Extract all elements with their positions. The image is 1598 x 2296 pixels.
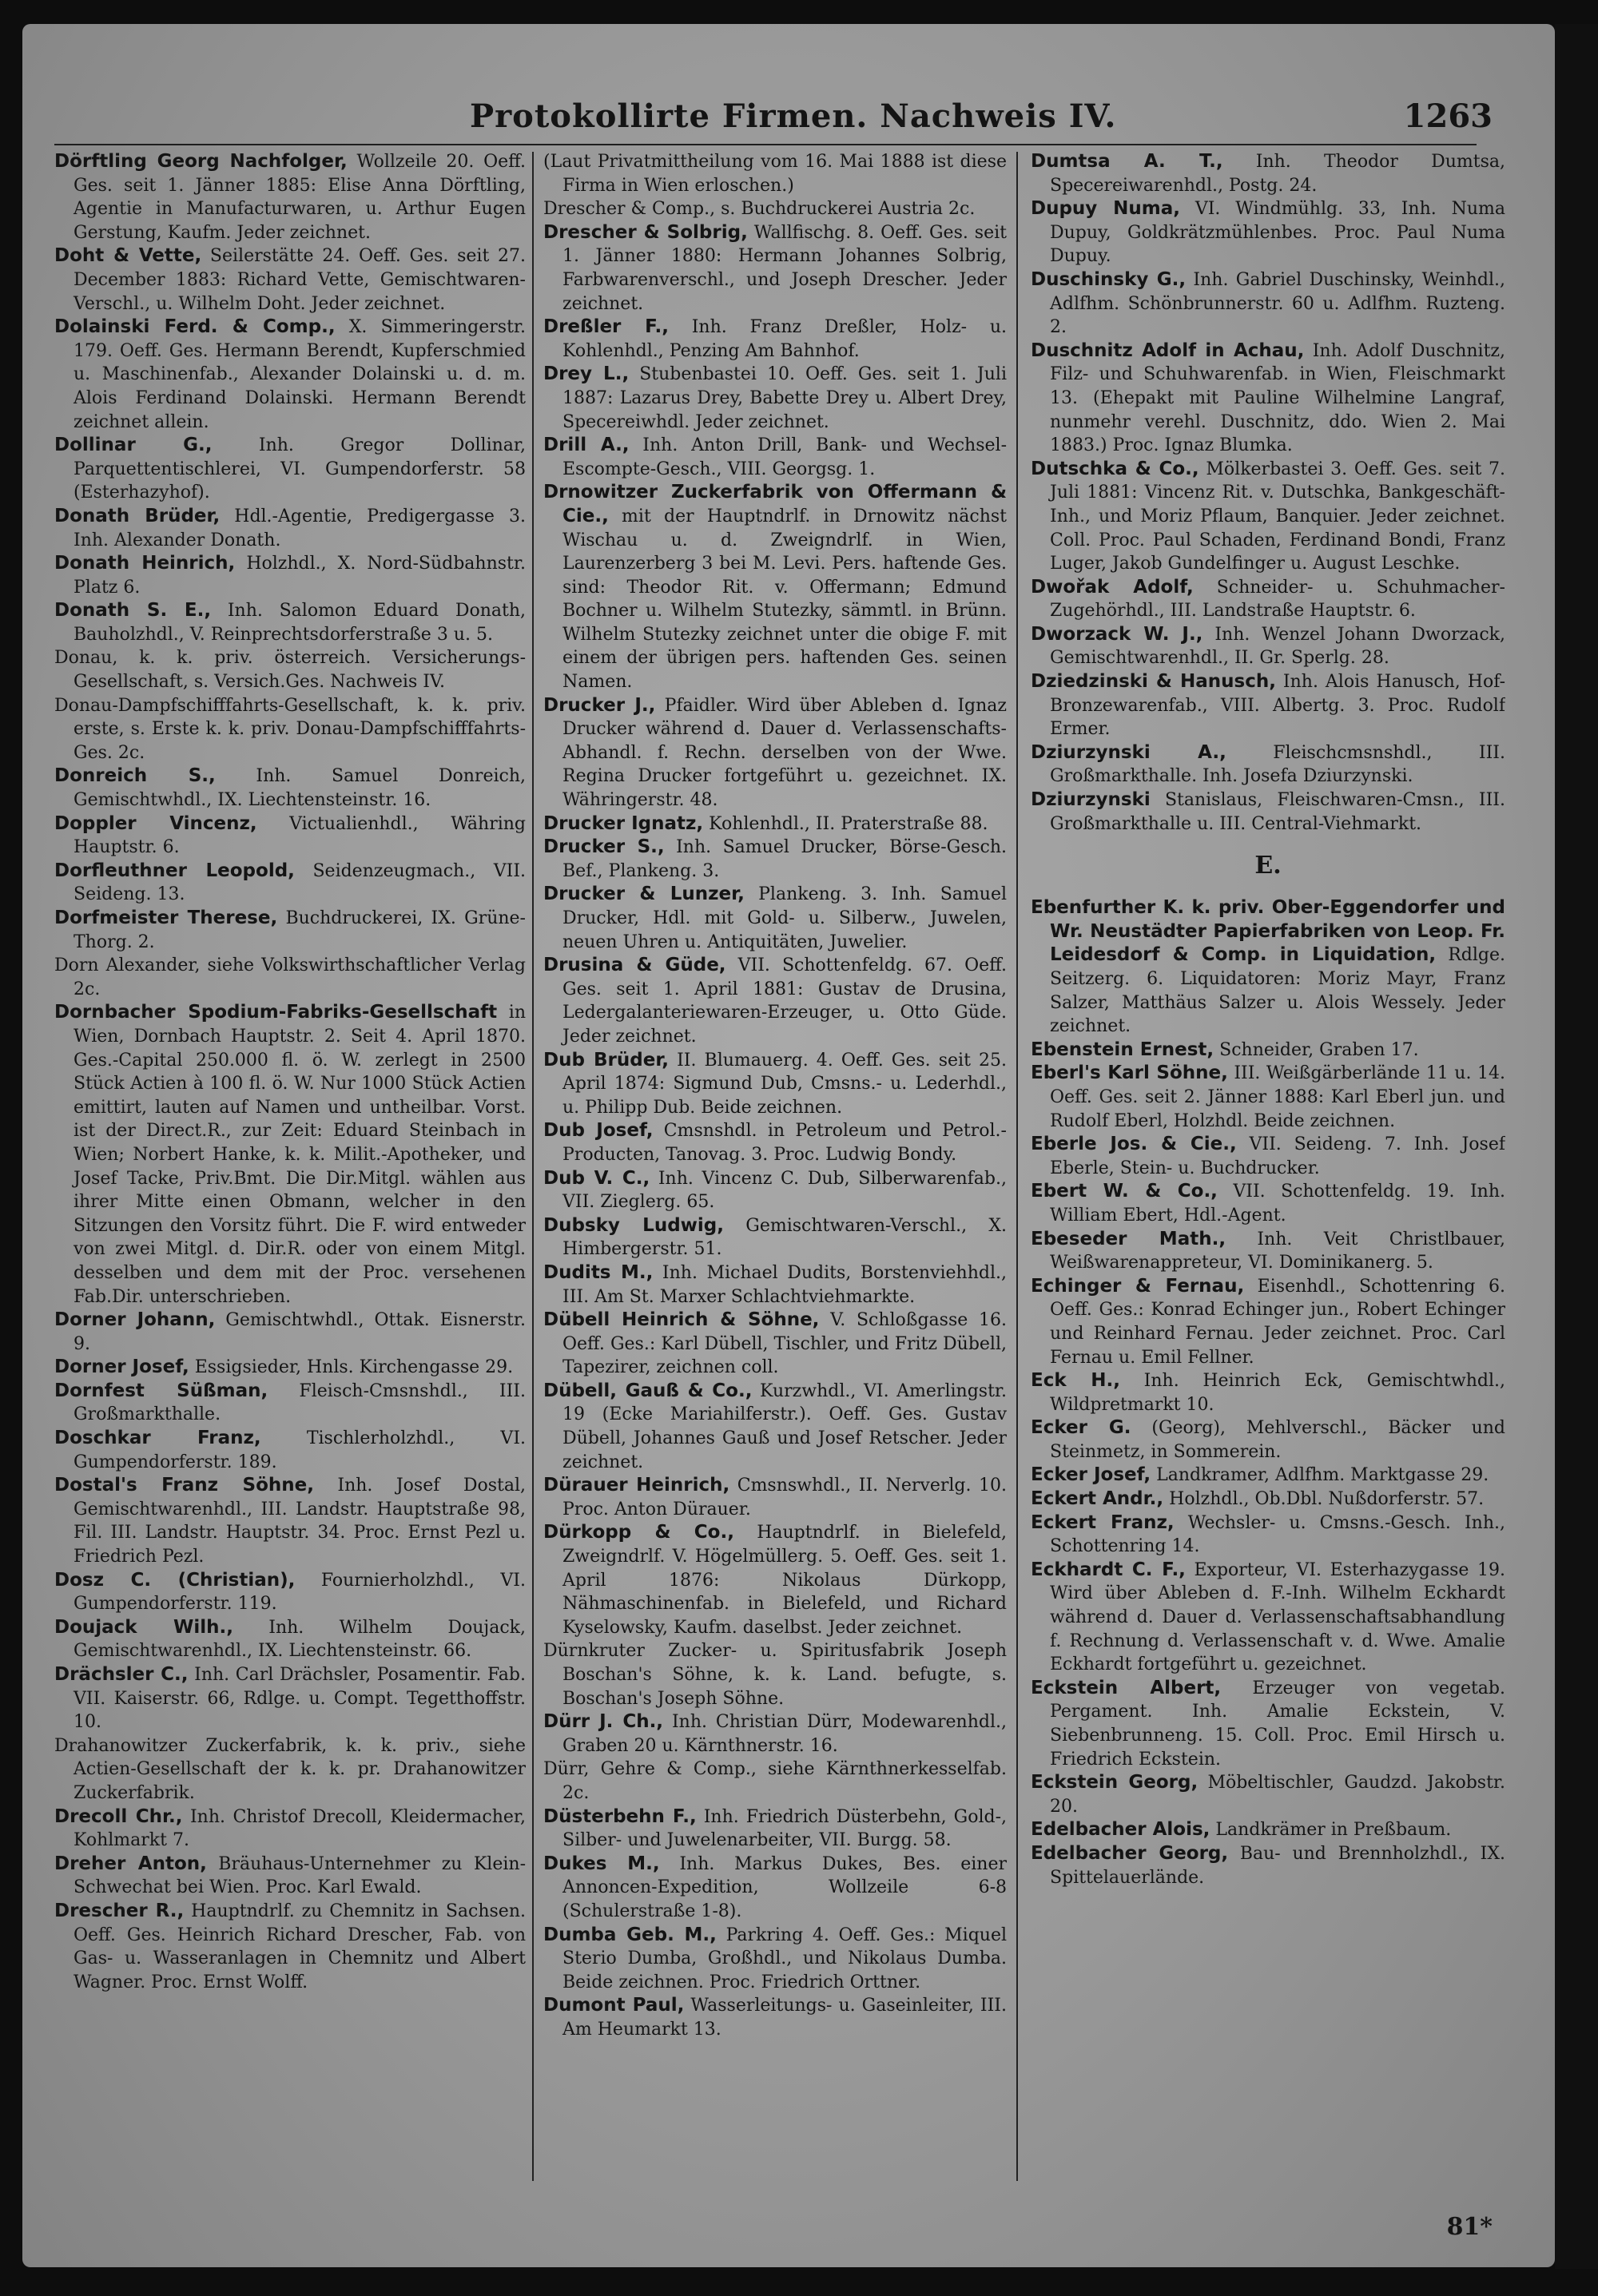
- directory-entry: [543, 1167, 1007, 1214]
- entry-details: Pfaidler. Wird über Ableben d. Ignaz Drucker während d. Dauer d. Verlassenschafts-Abhandl. f. Rechn. derselben von der Wwe. Regina Drucker fortgeführt u. gezeichnet. IX. Währingerstr. 48.: [562, 695, 1007, 811]
- entry-details: Fleischcmsnshdl., III. Großmarkthalle. Inh. Josefa Dziurzynski.: [1050, 742, 1505, 787]
- firm-name: Drucker J.,: [543, 694, 656, 716]
- directory-entry: [54, 1569, 526, 1616]
- directory-entry: [1031, 623, 1505, 670]
- firm-name: Dworzack W. J.,: [1031, 623, 1203, 645]
- firm-name: Dupuy Numa,: [1031, 198, 1180, 220]
- entry-details: Inh. Wenzel Johann Dworzack, Gemischtwarenhdl., II. Gr. Sperlg. 28.: [1050, 624, 1505, 669]
- directory-entry: [543, 1758, 1007, 1805]
- firm-name: Doujack Wilh.,: [54, 1616, 233, 1638]
- directory-entry: [543, 150, 1007, 197]
- directory-entry: [54, 812, 526, 860]
- entry-details: Inh. Samuel Drucker, Börse-Gesch. Bef., Plankeng. 3.: [562, 837, 1007, 881]
- firm-name: Eckert Andr.,: [1031, 1488, 1164, 1510]
- entry-details: Inh. Alois Hanusch, Hof-Bronzewarenfab., VIII. Albertg. 3. Proc. Rudolf Ermer.: [1050, 672, 1505, 740]
- entry-details: VII. Schottenfeldg. 67. Oeff. Ges. seit 1. April 1881: Gustav de Drusina, Ledergalanteriewaren-Erzeuger, u. Otto Güde. Jeder zeichnet.: [562, 955, 1007, 1047]
- directory-entry: [54, 1616, 526, 1663]
- entry-details: Inh. Anton Drill, Bank- und Wechsel-Escompte-Gesch., VIII. Georgsg. 1.: [562, 435, 1007, 479]
- firm-name: Dub V. C.,: [543, 1167, 650, 1189]
- entry-details: Inh. Heinrich Eck, Gemischtwhdl., Wildpretmarkt 10.: [1050, 1371, 1505, 1415]
- entry-details: Inh. Adolf Duschnitz, Filz- und Schuhwarenfab. in Wien, Fleischmarkt 13. (Ehepakt mit Pauline Wilhelmine Langraf, nunmehr verehl. Duschnitz, ddo. Wien 2. Mai 1883.) Proc. Ignaz Blumka.: [1050, 340, 1505, 456]
- directory-entry: [54, 1427, 526, 1474]
- entry-details: Inh. Friedrich Düsterbehn, Gold-, Silber- und Juwelenarbeiter, VII. Burgg. 58.: [562, 1806, 1007, 1851]
- directory-entry: [543, 1994, 1007, 2041]
- directory-entry: [1031, 1771, 1505, 1818]
- firm-name: Donreich S.,: [54, 765, 216, 787]
- directory-entry: [54, 1900, 526, 1994]
- firm-name: Eberl's Karl Söhne,: [1031, 1063, 1228, 1084]
- directory-entry: [1031, 458, 1505, 576]
- directory-entry: [543, 1309, 1007, 1380]
- entry-details: Inh. Gregor Dollinar, Parquettentischlerei, VI. Gumpendorferstr. 58 (Esterhazyhof).: [74, 435, 526, 503]
- firm-name: Drescher & Solbrig,: [543, 221, 748, 243]
- column-divider: [1016, 152, 1018, 2181]
- firm-name: Dubsky Ludwig,: [543, 1214, 725, 1236]
- directory-entry: [543, 1853, 1007, 1924]
- entry-details: Dürr, Gehre & Comp., siehe Kärnthnerkesselfab. 2c.: [543, 1759, 1007, 1803]
- directory-entry: [1031, 150, 1505, 197]
- directory-entry: [543, 481, 1007, 693]
- entry-details: V. Schloßgasse 16. Oeff. Ges.: Karl Dübell, Tischler, und Fritz Dübell, Tapezirer, zeichnen coll.: [562, 1310, 1007, 1378]
- entry-details: Wasserleitungs- u. Gaseinleiter, III. Am Heumarkt 13.: [562, 1996, 1007, 2040]
- page-header: [22, 80, 1555, 136]
- directory-entry: [54, 907, 526, 954]
- entry-details: Inh. Carl Drächsler, Posamentir. Fab. VII. Kaiserstr. 66, Rdlge. u. Compt. Tegetthoffstr. 10.: [74, 1665, 526, 1733]
- directory-entry: [543, 1261, 1007, 1309]
- entry-details: Stanislaus, Fleischwaren-Cmsn., III. Großmarkthalle u. III. Central-Viehmarkt.: [1050, 790, 1505, 834]
- firm-name: Dübell, Gauß & Co.,: [543, 1380, 753, 1401]
- entry-details: in Wien, Dornbach Hauptstr. 2. Seit 4. April 1870. Ges.-Capital 250.000 fl. ö. W. zerlegt in 2500 Stück Actien à 100 fl. ö. W. Nur 1000 Stück Actien emittirt, lauten auf Namen und untheilbar. Vorst. ist der Direct.R., zur Zeit: Eduard Steinbach in Wien; Norbert Hanke, k. k. Milit.-Apotheker, und Josef Tacke, Priv.Bmt. Die Dir.Mitgl. wählen aus ihrer Mitte einen Obmann, welcher in den Sitzungen den Vorsitz führt. Die F. wird entweder von zwei Mitgl. d. Dir.R. oder von einem Mitgl. desselben und dem mit der Proc. versehenen Fab.Dir. unterschrieben.: [74, 1003, 526, 1307]
- directory-entry: [1031, 1275, 1505, 1369]
- directory-entry: [543, 197, 1007, 221]
- column-2: [543, 150, 1007, 2211]
- entry-details: Essigsieder, Hnls. Kirchengasse 29.: [189, 1357, 514, 1378]
- directory-entry: [54, 1001, 526, 1309]
- entry-details: Gemischtwhdl., Ottak. Eisnerstr. 9.: [74, 1310, 526, 1354]
- directory-entry: [543, 1119, 1007, 1166]
- firm-name: Drucker S.,: [543, 836, 665, 858]
- entry-details: Inh. Christian Dürr, Modewarenhdl., Graben 20 u. Kärnthnerstr. 16.: [562, 1712, 1007, 1756]
- firm-name: Dübell Heinrich & Söhne,: [543, 1309, 820, 1331]
- directory-entry: [1031, 1228, 1505, 1275]
- directory-entry: [54, 552, 526, 599]
- entry-details: Seidenzeugmach., VII. Seideng. 13.: [74, 860, 526, 905]
- firm-name: Eberle Jos. & Cie.,: [1031, 1134, 1237, 1155]
- directory-entry: [543, 1380, 1007, 1474]
- directory-entry: [543, 1474, 1007, 1521]
- directory-entry: [1031, 896, 1505, 1039]
- directory-entry: [543, 1521, 1007, 1639]
- directory-entry: [543, 1049, 1007, 1120]
- directory-entry: [1031, 1559, 1505, 1677]
- entry-details: Inh. Josef Dostal, Gemischtwarenhdl., III. Landstr. Hauptstraße 98, Fil. III. Landstr. Hauptstr. 34. Proc. Ernst Pezl u. Friedrich Pezl.: [74, 1476, 526, 1567]
- directory-entry: [543, 883, 1007, 954]
- firm-name: Eckstein Albert,: [1031, 1677, 1222, 1698]
- firm-name: Doht & Vette,: [54, 245, 202, 267]
- entry-details: Inh. Salomon Eduard Donath, Bauholzhdl., V. Reinprechtsdorferstraße 3 u. 5.: [74, 601, 526, 645]
- firm-name: Donath Heinrich,: [54, 553, 236, 574]
- entry-details: Wollzeile 20. Oeff. Ges. seit 1. Jänner 1885: Elise Anna Dörftling, Agentie in Manufacturwaren, u. Arthur Eugen Gerstung, Kaufm. Jeder zeichnet.: [74, 152, 526, 243]
- firm-name: Drucker & Lunzer,: [543, 884, 745, 905]
- firm-name: Ecker Josef,: [1031, 1464, 1151, 1486]
- entry-details: Inh. Samuel Donreich, Gemischtwhdl., IX. Liechtensteinstr. 16.: [74, 766, 526, 811]
- entry-details: Schneider- u. Schuhmacher-Zugehörhdl., III. Landstraße Hauptstr. 6.: [1050, 577, 1505, 622]
- directory-entry: [54, 434, 526, 505]
- entry-details: III. Weißgärberlände 11 u. 14. Oeff. Ges. seit 2. Jänner 1888: Karl Eberl jun. und Rudolf Eberl, Holzhdl. Beide zeichnen.: [1050, 1063, 1505, 1131]
- entry-details: Rdlge. Seitzerg. 6. Liquidatoren: Moriz Mayr, Franz Salzer, Matthäus Salzer u. Alois Wessely. Jeder zeichnet.: [1050, 945, 1505, 1037]
- directory-entry: [54, 1805, 526, 1853]
- firm-name: Dörftling Georg Nachfolger,: [54, 151, 348, 172]
- directory-entry: [54, 1380, 526, 1427]
- firm-name: Dwořak Adolf,: [1031, 576, 1194, 598]
- entry-details: mit der Hauptndrlf. in Drnowitz nächst Wischau u. d. Zweigndrlf. in Wien, Laurenzerberg 3 bei M. Levi. Pers. haftende Ges. sind: Theodor Rit. v. Offermann; Edmund Bochner u. Wilhelm Stutezky, sämmtl. in Brünn. Wilhelm Stutezky zeichnet unter die obige F. mit einem der übrigen pers. haftenden Ges. seinen Namen.: [562, 506, 1007, 693]
- entry-details: Inh. Vincenz C. Dub, Silberwarenfab., VII. Zieglerg. 65.: [562, 1168, 1007, 1213]
- directory-entry: [1031, 268, 1505, 340]
- entry-details: Kurzwhdl., VI. Amerlingstr. 19 (Ecke Mariahilferstr.). Oeff. Ges. Gustav Dübell, Johannes Gauß und Josef Retscher. Jeder zeichnet.: [562, 1380, 1007, 1472]
- directory-entry: [54, 150, 526, 244]
- firm-name: Dosz C. (Christian),: [54, 1569, 296, 1591]
- entry-details: Inh. Theodor Dumtsa, Specereiwarenhdl., Postg. 24.: [1050, 152, 1505, 196]
- directory-entry: [1031, 1488, 1505, 1511]
- directory-entry: [54, 1474, 526, 1568]
- directory-entry: [54, 694, 526, 765]
- entry-details: Inh. Christof Drecoll, Kleidermacher, Kohlmarkt 7.: [74, 1806, 526, 1851]
- firm-name: Eckert Franz,: [1031, 1511, 1175, 1533]
- firm-name: Ebenfurther K. k. priv. Ober-Eggendorfer und Wr. Neustädter Papierfabriken von Leop. Fr. Leidesdorf & Comp. in Liquidation,: [1031, 897, 1505, 966]
- firm-name: Dorfleuthner Leopold,: [54, 860, 295, 881]
- firm-name: Dziurzynski: [1031, 789, 1151, 811]
- entry-details: X. Simmeringerstr. 179. Oeff. Ges. Hermann Berendt, Kupferschmied u. Maschinenfab., Alexander Dolainski u. d. m. Alois Ferdinand Dolainski. Hermann Berendt zeichnet allein.: [74, 317, 526, 432]
- entry-details: Inh. Markus Dukes, Bes. einer Annoncen-Expedition, Wollzeile 6-8 (Schulerstraße 1-8).: [562, 1853, 1007, 1921]
- firm-name: Dürauer Heinrich,: [543, 1475, 730, 1496]
- directory-entry: [1031, 1133, 1505, 1180]
- firm-name: Dollinar G.,: [54, 435, 213, 456]
- entry-details: Inh. Franz Dreßler, Holz- u. Kohlenhdl., Penzing Am Bahnhof.: [562, 317, 1007, 361]
- entry-details: (Georg), Mehlverschl., Bäcker und Steinmetz, in Sommerein.: [1050, 1418, 1505, 1462]
- firm-name: Eckhardt C. F.,: [1031, 1559, 1186, 1580]
- firm-name: Drescher R.,: [54, 1900, 185, 1921]
- directory-entry: [1031, 789, 1505, 836]
- directory-entry: [1031, 1842, 1505, 1889]
- directory-entry: [54, 599, 526, 646]
- directory-entry: [543, 836, 1007, 883]
- header-rule: [54, 144, 1477, 145]
- firm-name: Ecker G.: [1031, 1417, 1131, 1439]
- entry-details: VII. Schottenfeldg. 19. Inh. William Ebert, Hdl.-Agent.: [1050, 1182, 1505, 1225]
- entry-details: Plankeng. 3. Inh. Samuel Drucker, Hdl. mit Gold- u. Silberw., Juwelen, neuen Uhren u. Antiquitäten, Juwelier.: [562, 884, 1007, 952]
- entry-details: Inh. Michael Dudits, Borstenviehhdl., III. Am St. Marxer Schlachtviehmarkte.: [562, 1262, 1007, 1307]
- entry-details: Exporteur, VI. Esterhazygasse 19. Wird über Ableben d. F.-Inh. Wilhelm Eckhardt während d. Dauer d. Verlassenschaftsabhandlung f. Rechnung d. Verlassenschaft v. d. Wwe. Amalie Eckhardt fortgeführt u. gezeichnet.: [1050, 1559, 1505, 1675]
- firm-name: Dreßler F.,: [543, 316, 669, 338]
- firm-name: Dub Brüder,: [543, 1049, 670, 1071]
- section-letter: E.: [1254, 852, 1282, 880]
- entry-details: Wechsler- u. Cmsns.-Gesch. Inh., Schottenring 14.: [1050, 1512, 1505, 1557]
- firm-name: Ebenstein Ernest,: [1031, 1039, 1214, 1060]
- entry-details: Gemischtwaren-Verschl., X. Himbergerstr. 51.: [562, 1215, 1007, 1260]
- entry-details: Drahanowitzer Zuckerfabrik, k. k. priv., siehe Actien-Gesellschaft der k. k. pr. Drahanowitzer Zuckerfabrik.: [54, 1735, 526, 1803]
- directory-entry: [543, 1639, 1007, 1710]
- directory-entry: [1031, 1464, 1505, 1488]
- firm-name: Dumtsa A. T.,: [1031, 151, 1223, 172]
- entry-details: Eisenhdl., Schottenring 6. Oeff. Ges.: Konrad Echinger jun., Robert Echinger und Reinhard Fernau. Jeder zeichnet. Proc. Carl Fernau u. Emil Fellner.: [1050, 1276, 1505, 1368]
- firm-name: Dolainski Ferd. & Comp.,: [54, 316, 336, 338]
- entry-details: Seilerstätte 24. Oeff. Ges. seit 27. December 1883: Richard Vette, Gemischtwaren-Verschl., u. Wilhelm Doht. Jeder zeichnet.: [74, 246, 526, 314]
- directory-entry: [1031, 1818, 1505, 1842]
- firm-name: Donath Brüder,: [54, 505, 221, 526]
- directory-entry: [1031, 1511, 1505, 1559]
- directory-entry: [1031, 741, 1505, 789]
- directory-entry: [54, 1309, 526, 1356]
- entry-details: Holzhdl., Ob.Dbl. Nußdorferstr. 57.: [1163, 1489, 1485, 1510]
- entry-details: Fleisch-Cmsnshdl., III. Großmarkthalle.: [74, 1380, 526, 1425]
- entry-details: Drescher & Comp., s. Buchdruckerei Austria 2c.: [543, 199, 976, 220]
- entry-details: Victualienhdl., Währing Hauptstr. 6.: [74, 813, 526, 858]
- entry-details: Hdl.-Agentie, Predigergasse 3. Inh. Alexander Donath.: [74, 506, 526, 550]
- firm-name: Drill A.,: [543, 435, 630, 456]
- directory-entry: [543, 1805, 1007, 1853]
- directory-entry: [543, 221, 1007, 316]
- entry-details: Mölkerbastei 3. Oeff. Ges. seit 7. Juli 1881: Vincenz Rit. v. Dutschka, Bankgeschäft-Inh., und Moriz Pflaum, Banquier. Jeder zeichnet. Coll. Proc. Paul Schaden, Ferdinand Bondi, Franz Luger, Jakob Gundelfinger u. August Leschke.: [1050, 459, 1505, 574]
- firm-name: Drnowitzer Zuckerfabrik von Offermann & Cie.,: [543, 482, 1007, 526]
- column-3: [1031, 150, 1505, 2211]
- directory-entry: [543, 1710, 1007, 1758]
- directory-entry: [1031, 1416, 1505, 1464]
- firm-name: Dorfmeister Therese,: [54, 908, 278, 928]
- directory-page: [22, 24, 1555, 2267]
- entry-details: Donau, k. k. priv. österreich. Versicherungs-Gesellschaft, s. Versich.Ges. Nachweis IV.: [54, 648, 526, 693]
- directory-entry: [543, 954, 1007, 1048]
- firm-name: Dürr J. Ch.,: [543, 1711, 664, 1733]
- column-divider: [532, 152, 534, 2181]
- entry-details: Kohlenhdl., II. Praterstraße 88.: [703, 813, 988, 834]
- directory-entry: [1031, 670, 1505, 741]
- directory-entry: [1031, 1062, 1505, 1133]
- firm-name: Dorner Johann,: [54, 1309, 216, 1331]
- directory-entry: [54, 860, 526, 907]
- directory-entry: [54, 1734, 526, 1805]
- directory-entry: [543, 316, 1007, 363]
- entry-details: Buchdruckerei, IX. Grüne-Thorg. 2.: [74, 908, 526, 952]
- firm-name: Duschnitz Adolf in Achau,: [1031, 340, 1305, 361]
- firm-name: Dornbacher Spodium-Fabriks-Gesellschaft: [54, 1002, 498, 1023]
- firm-name: Eckstein Georg,: [1031, 1772, 1198, 1794]
- firm-name: Ebert W. & Co.,: [1031, 1181, 1218, 1202]
- firm-name: Drusina & Güde,: [543, 955, 726, 976]
- entry-details: VI. Windmühlg. 33, Inh. Numa Dupuy, Goldkrätzmühlenbes. Proc. Paul Numa Dupuy.: [1050, 199, 1505, 267]
- directory-entry: [54, 1663, 526, 1734]
- page-number: 1263: [1403, 97, 1493, 135]
- firm-name: Ebeseder Math.,: [1031, 1228, 1226, 1249]
- entry-details: Fournierholzhdl., VI. Gumpendorferstr. 119.: [74, 1570, 526, 1615]
- firm-name: Dostal's Franz Söhne,: [54, 1475, 314, 1496]
- entry-details: Möbeltischler, Gaudzd. Jakobstr. 20.: [1050, 1773, 1505, 1817]
- column-1: [54, 150, 526, 2211]
- entry-details: Donau-Dampfschifffahrts-Gesellschaft, k. k. priv. erste, s. Erste k. k. priv. Donau-Dampfschifffahrts-Ges. 2c.: [54, 695, 526, 763]
- directory-entry: [1031, 1677, 1505, 1771]
- entry-details: Dorn Alexander, siehe Volkswirthschaftlicher Verlag 2c.: [54, 955, 526, 999]
- firm-name: Dukes M.,: [543, 1853, 660, 1874]
- entry-details: Schneider, Graben 17.: [1214, 1039, 1419, 1060]
- directory-entry: [543, 812, 1007, 836]
- firm-name: Echinger & Fernau,: [1031, 1275, 1245, 1297]
- entry-details: Hauptndrlf. zu Chemnitz in Sachsen. Oeff. Ges. Heinrich Richard Drescher, Fab. von Gas- u. Wasseranlagen in Chemnitz und Albert Wagner. Proc. Ernst Wolff.: [74, 1901, 526, 1992]
- firm-name: Dudits M.,: [543, 1261, 654, 1283]
- directory-entry: [54, 954, 526, 1001]
- directory-entry: [1031, 197, 1505, 268]
- firm-name: Dub Josef,: [543, 1120, 654, 1142]
- directory-entry: [1031, 1180, 1505, 1227]
- entry-details: Erzeuger von vegetab. Pergament. Inh. Amalie Eckstein, V. Siebenbrunneng. 15. Coll. Proc. Emil Hirsch u. Friedrich Eckstein.: [1050, 1678, 1505, 1770]
- directory-entry: [54, 505, 526, 552]
- directory-entry: [54, 244, 526, 316]
- entry-details: Inh. Wilhelm Doujack, Gemischtwarenhdl., IX. Liechtensteinstr. 66.: [74, 1617, 526, 1662]
- directory-entry: [543, 363, 1007, 434]
- directory-entry: [1031, 1369, 1505, 1416]
- entry-details: Landkramer, Adlfhm. Marktgasse 29.: [1151, 1465, 1489, 1486]
- firm-name: Drucker Ignatz,: [543, 812, 704, 834]
- directory-entry: [54, 765, 526, 812]
- entry-details: Tischlerholzhdl., VI. Gumpendorferstr. 189.: [74, 1428, 526, 1472]
- signature-mark: 81*: [1446, 2213, 1493, 2241]
- firm-name: Eck H.,: [1031, 1370, 1121, 1392]
- entry-details: Bräuhaus-Unternehmer zu Klein-Schwechat bei Wien. Proc. Karl Ewald.: [74, 1853, 526, 1898]
- entry-details: Inh. Gabriel Duschinsky, Weinhdl., Adlfhm. Schönbrunnerstr. 60 u. Adlfhm. Ruzteng. 2.: [1050, 269, 1505, 338]
- firm-name: Dutschka & Co.,: [1031, 458, 1199, 479]
- firm-name: Edelbacher Alois,: [1031, 1819, 1210, 1841]
- entry-details: Wallfischg. 8. Oeff. Ges. seit 1. Jänner 1880: Hermann Johannes Solbrig, Farbwarenverschl., und Joseph Drescher. Jeder zeichnet.: [562, 222, 1007, 314]
- entry-details: Parkring 4. Oeff. Ges.: Miquel Sterio Dumba, Großhdl., und Nikolaus Dumba. Beide zeichnen. Proc. Friedrich Orttner.: [562, 1925, 1007, 1992]
- entry-details: Holzhdl., X. Nord-Südbahnstr. Platz 6.: [74, 554, 526, 598]
- entry-details: Cmsnswhdl., II. Nerverlg. 10. Proc. Anton Dürauer.: [562, 1476, 1007, 1519]
- firm-name: Drächsler C.,: [54, 1664, 189, 1685]
- entry-details: VII. Seideng. 7. Inh. Josef Eberle, Stein- u. Buchdrucker.: [1050, 1134, 1505, 1178]
- directory-entry: [54, 1356, 526, 1380]
- directory-entry: [543, 434, 1007, 481]
- entry-details: Landkrämer in Preßbaum.: [1210, 1820, 1452, 1841]
- directory-entry: [54, 1853, 526, 1900]
- firm-name: Düsterbehn F.,: [543, 1805, 697, 1827]
- firm-name: Edelbacher Georg,: [1031, 1842, 1229, 1864]
- entry-details: Dürnkruter Zucker- u. Spiritusfabrik Joseph Boschan's Söhne, k. k. Land. befugte, s. Boschan's Joseph Söhne.: [543, 1641, 1007, 1709]
- firm-name: Drey L.,: [543, 363, 630, 385]
- entry-details: Inh. Veit Christlbauer, Weißwarenappreteur, VI. Dominikanerg. 5.: [1050, 1229, 1505, 1273]
- firm-name: Doppler Vincenz,: [54, 812, 257, 834]
- directory-entry: [1031, 340, 1505, 458]
- firm-name: Dumba Geb. M.,: [543, 1924, 717, 1945]
- entry-details: II. Blumauerg. 4. Oeff. Ges. seit 25. April 1874: Sigmund Dub, Cmsns.- u. Lederhdl., u. Philipp Dub. Beide zeichnen.: [562, 1050, 1007, 1118]
- directory-entry: [54, 316, 526, 434]
- directory-entry: [543, 1214, 1007, 1261]
- firm-name: Doschkar Franz,: [54, 1428, 261, 1449]
- firm-name: Duschinsky G.,: [1031, 268, 1187, 290]
- entry-details: (Laut Privatmittheilung vom 16. Mai 1888 ist diese Firma in Wien erloschen.): [543, 152, 1007, 196]
- firm-name: Dürkopp & Co.,: [543, 1522, 734, 1543]
- entry-details: Cmsnshdl. in Petroleum und Petrol.-Producten, Tanovag. 3. Proc. Ludwig Bondy.: [562, 1121, 1007, 1165]
- firm-name: Dreher Anton,: [54, 1853, 207, 1874]
- entry-details: Hauptndrlf. in Bielefeld, Zweigndrlf. V. Högelmüllerg. 5. Oeff. Ges. seit 1. April 1876: Nikolaus Dürkopp, Nähmaschinenfab. in Bielefeld, und Richard Kyselowsky, Kaufm. daselbst. Jeder zeichnet.: [562, 1523, 1007, 1638]
- firm-name: Dumont Paul,: [543, 1995, 685, 2016]
- firm-name: Dziurzynski A.,: [1031, 741, 1226, 763]
- directory-entry: [543, 694, 1007, 812]
- directory-entry: [1031, 576, 1505, 623]
- book-spine-shadow: [1555, 24, 1598, 2269]
- entry-details: Bau- und Brennholzhdl., IX. Spittelauerlände.: [1050, 1843, 1505, 1888]
- directory-entry: [54, 646, 526, 693]
- firm-name: Dorner Josef,: [54, 1357, 189, 1378]
- directory-entry: [1031, 1039, 1505, 1063]
- firm-name: Dornfest Süßman,: [54, 1380, 268, 1401]
- firm-name: Dziedzinski & Hanusch,: [1031, 671, 1276, 693]
- entry-details: Stubenbastei 10. Oeff. Ges. seit 1. Juli 1887: Lazarus Drey, Babette Drey u. Albert Drey, Specereiwhdl. Jeder zeichnet.: [562, 364, 1007, 432]
- page-title: Protokollirte Firmen. Nachweis IV.: [470, 97, 1117, 135]
- firm-name: Donath S. E.,: [54, 600, 212, 622]
- firm-name: Drecoll Chr.,: [54, 1805, 183, 1827]
- directory-entry: [543, 1924, 1007, 1995]
